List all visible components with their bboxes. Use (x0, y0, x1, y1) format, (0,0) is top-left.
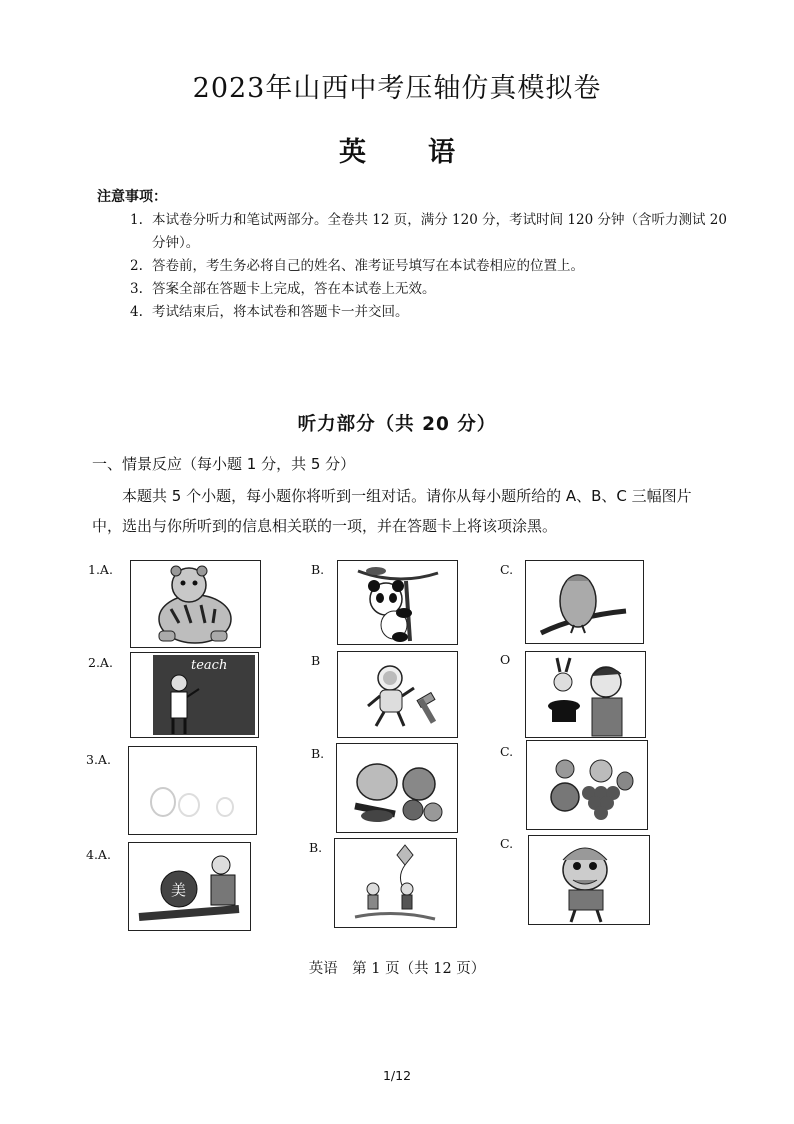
picture-faded[interactable] (128, 746, 257, 835)
lion-dance-icon (529, 836, 649, 924)
notes-heading: 注意事项： (97, 189, 167, 205)
subject-title: 英语 (339, 137, 517, 168)
faded-picture-icon (129, 747, 256, 834)
picture-kite[interactable] (334, 838, 457, 928)
option-b-label: B. (311, 562, 325, 577)
page-indicator: 1/12 (382, 1068, 412, 1083)
note-item: 4. 考试结束后，将本试卷和答题卡一并交回。 (130, 304, 409, 320)
picture-astronaut[interactable] (337, 651, 458, 738)
magician-icon (526, 652, 645, 737)
svg-text:美: 美 (171, 881, 187, 899)
bird-icon (526, 561, 643, 643)
page-footer: 英语 第 1 页（共 12 页） (308, 961, 486, 977)
picture-teacher[interactable] (130, 652, 259, 738)
option-b-label: B (311, 653, 321, 668)
option-c-label: C. (500, 562, 514, 577)
note-item: 2. 答卷前，考生务必将自己的姓名、准考证号填写在本试卷相应的位置上。 (130, 258, 584, 274)
exam-title: 2023年山西中考压轴仿真模拟卷 (192, 73, 602, 104)
tiger-icon (131, 561, 260, 647)
note-item: 3. 答案全部在答题卡上完成，答在本试卷上无效。 (130, 281, 436, 297)
question-4-label: 4.A. (86, 847, 111, 862)
picture-lion-dance[interactable] (528, 835, 650, 925)
astronaut-icon (338, 652, 457, 737)
picture-paper-cutting[interactable] (128, 842, 251, 931)
kite-icon (335, 839, 456, 927)
option-b-label: B. (311, 746, 325, 761)
option-b-label: B. (309, 840, 323, 855)
question-1-label: 1.A. (88, 562, 113, 577)
picture-bird[interactable] (525, 560, 644, 644)
picture-magician[interactable] (525, 651, 646, 738)
teacher-icon (131, 653, 258, 737)
question-2-label: 2.A. (88, 655, 113, 670)
notes-list (130, 209, 730, 324)
picture-fruits[interactable] (526, 740, 648, 830)
question-3-label: 3.A. (86, 752, 111, 767)
panda-icon (338, 561, 457, 644)
paper-cutting-icon (129, 843, 250, 930)
board-word: teach (191, 658, 228, 673)
listening-title: 听力部分（共 20 分） (297, 414, 497, 435)
section-instruction: 本题共 5 个小题，每小题你将听到一组对话。请你从每小题所给的 A、B、C 三幅图片中，选出与你所听到的信息相关联的一项，并在答题卡上将该项涂黑。 (92, 487, 692, 535)
note-item: 1. 本试卷分听力和笔试两部分。全卷共 12 页，满分 120 分，考试时间 120 分钟（含听力测试 20 分钟）。 (130, 212, 727, 251)
fruits-icon (527, 741, 647, 829)
picture-panda[interactable] (337, 560, 458, 645)
option-c-label: O (500, 652, 511, 667)
picture-tiger[interactable] (130, 560, 261, 648)
picture-vegetables[interactable] (336, 743, 458, 833)
vegetables-icon (337, 744, 457, 832)
option-c-label: C. (500, 836, 514, 851)
section-heading: 一、情景反应（每小题 1 分，共 5 分） (92, 455, 356, 473)
option-c-label: C. (500, 744, 514, 759)
